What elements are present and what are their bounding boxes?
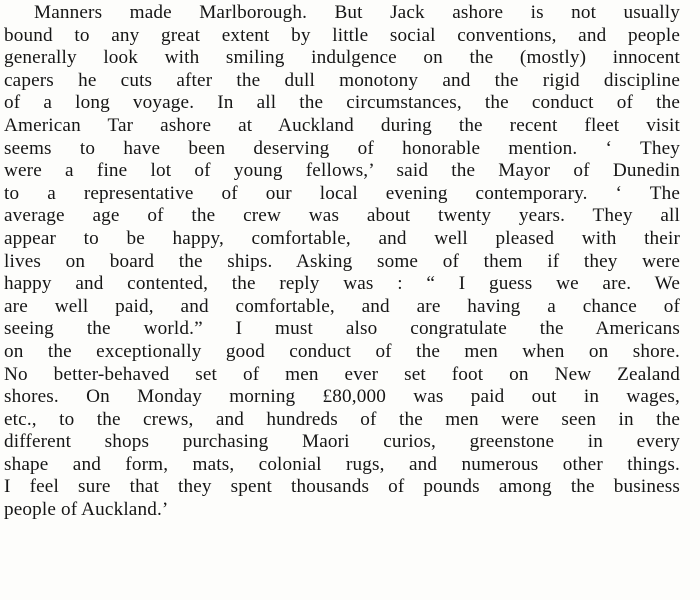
article-line: average age of the crew was about twenty years. They all: [4, 205, 680, 227]
article-line: shores. On Monday morning £80,000 was paid out in wages,: [4, 386, 680, 408]
article-line: to a representative of our local evening contemporary. ‘ The: [4, 182, 680, 204]
article-line: capers he cuts after the dull monotony and the rigid discipline: [4, 69, 680, 91]
article-line: are well paid, and comfortable, and are having a chance of: [4, 295, 680, 317]
article-line: Manners made Marlborough. But Jack ashore is not usually: [34, 2, 680, 23]
article-line: were a fine lot of young fellows,’ said the Mayor of Dunedin: [4, 160, 680, 182]
article-line: No better-behaved set of men ever set foot on New Zealand: [4, 363, 680, 385]
article-line: appear to be happy, comfortable, and well pleased with their: [4, 227, 680, 249]
article-line: American Tar ashore at Auckland during the recent fleet visit: [4, 114, 680, 136]
article-line: etc., to the crews, and hundreds of the men were seen in the: [4, 408, 680, 430]
article-line: of a long voyage. In all the circumstances, the conduct of the: [4, 92, 680, 114]
article-line: lives on board the ships. Asking some of them if they were: [4, 250, 680, 272]
article-body: [4, 2, 680, 522]
article-line: I feel sure that they spent thousands of pounds among the business: [4, 476, 680, 498]
article-line: shape and form, mats, colonial rugs, and numerous other things.: [4, 453, 680, 475]
article-line: happy and contented, the reply was : “ I guess we are. We: [4, 273, 680, 295]
article-line: seeing the world.” I must also congratulate the Americans: [4, 318, 680, 340]
article-line: different shops purchasing Maori curios, greenstone in every: [4, 431, 680, 453]
article-line: on the exceptionally good conduct of the men when on shore.: [4, 340, 680, 362]
article-line: bound to any great extent by little social conventions, and people: [4, 24, 680, 46]
article-line: generally look with smiling indulgence on the (mostly) innocent: [4, 47, 680, 69]
article-line: people of Auckland.’: [4, 499, 169, 521]
article-line: seems to have been deserving of honorable mention. ‘ They: [4, 137, 680, 159]
